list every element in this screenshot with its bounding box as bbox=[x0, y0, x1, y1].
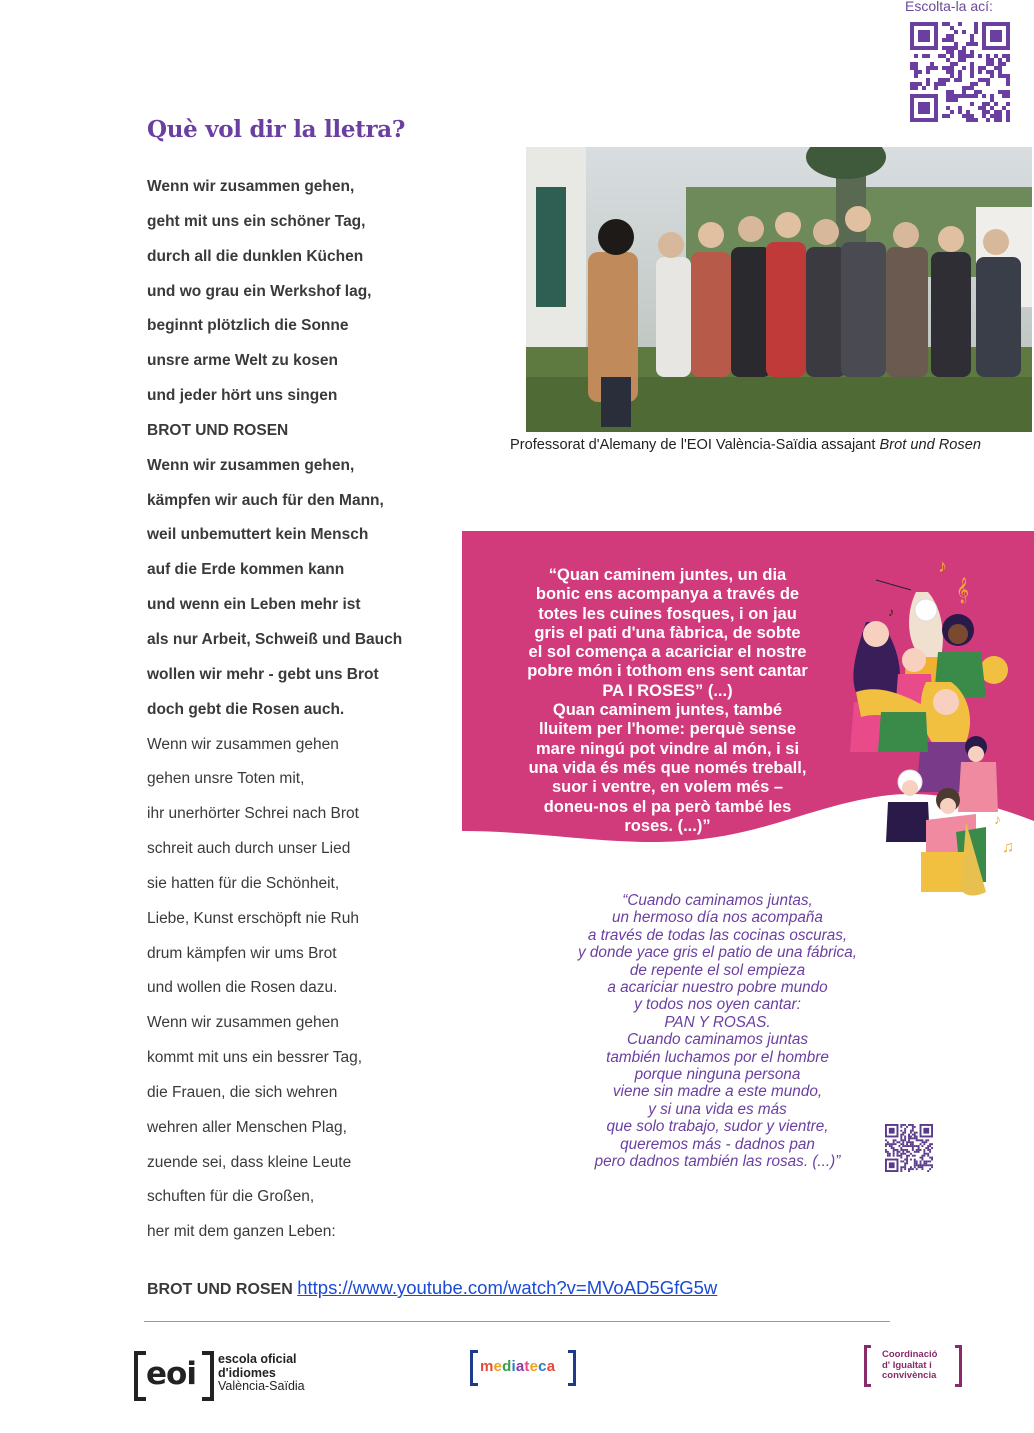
youtube-link[interactable]: https://www.youtube.com/watch?v=MVoAD5GfG5w bbox=[297, 1277, 718, 1298]
caption-italic: Brot und Rosen bbox=[879, 437, 981, 453]
coordinacio-logo bbox=[864, 1345, 964, 1387]
quote-line: el sol comença a acariciar el nostre bbox=[528, 643, 807, 662]
lyric-line: auf die Erde kommen kann bbox=[147, 561, 345, 579]
lyric-line: BROT UND ROSEN bbox=[147, 421, 289, 439]
eoi-logo bbox=[134, 1349, 334, 1405]
lyric-line: Wenn wir zusammen gehen bbox=[147, 1014, 339, 1032]
svg-text:𝄞: 𝄞 bbox=[956, 577, 970, 602]
lyric-line: die Frauen, die sich wehren bbox=[147, 1083, 338, 1101]
lyric-line: durch all die dunklen Küchen bbox=[147, 247, 364, 265]
coordinacio-line-2: d' Igualtat i bbox=[882, 1359, 932, 1371]
lyric-line: wehren aller Menschen Plag, bbox=[147, 1118, 347, 1136]
singing-women-illustration bbox=[826, 552, 1034, 902]
lyric-line: und wo grau ein Werkshof lag, bbox=[147, 282, 372, 300]
choir-photo bbox=[526, 147, 1032, 432]
lyric-line: sie hatten für die Schönheit, bbox=[147, 874, 340, 892]
lyric-line: Wenn wir zusammen gehen, bbox=[147, 456, 355, 474]
mediateca-logo bbox=[470, 1350, 578, 1388]
quote-line: totes les cuines fosques, i on jau bbox=[538, 604, 797, 623]
quote-line: bonic ens acompanya a través de bbox=[535, 585, 800, 604]
lyric-line: Liebe, Kunst erschöpft nie Ruh bbox=[147, 909, 359, 927]
catalan-quote bbox=[505, 566, 830, 836]
quote-line: doneu-nos el pa però també les bbox=[543, 797, 792, 816]
lyric-line: ihr unerhörter Schrei nach Brot bbox=[147, 805, 359, 823]
quote-line: lluitem per l'home: perquè sense bbox=[539, 720, 796, 739]
coordinacio-bracket-left bbox=[864, 1345, 871, 1387]
quote-line: “Cuando caminamos juntas, bbox=[622, 892, 813, 909]
svg-text:♫: ♫ bbox=[1002, 839, 1014, 856]
coordinacio-text bbox=[882, 1350, 937, 1382]
lyric-line: schuften für die Großen, bbox=[147, 1188, 315, 1206]
svg-text:♪: ♪ bbox=[994, 811, 1001, 827]
quote-line: pero dadnos también las rosas. (...)” bbox=[594, 1153, 841, 1171]
quote-line: gris el pati d'una fàbrica, de sobte bbox=[534, 623, 801, 642]
svg-text:♪: ♪ bbox=[888, 605, 894, 619]
lyric-line: und wenn ein Leben mehr ist bbox=[147, 596, 361, 614]
quote-line: un hermoso día nos acompaña bbox=[612, 909, 823, 927]
quote-line: PAN Y ROSAS. bbox=[664, 1013, 771, 1031]
photo-caption bbox=[510, 437, 1034, 453]
coordinacio-line-3: convivència bbox=[882, 1370, 937, 1381]
quote-line: viene sin madre a este mundo, bbox=[612, 1083, 823, 1101]
quote-line: roses. (...)” bbox=[624, 816, 711, 835]
lyrics-block bbox=[147, 170, 447, 1250]
lyric-line: und jeder hört uns singen bbox=[147, 387, 338, 405]
lyric-line: doch gebt die Rosen auch. bbox=[147, 700, 345, 718]
coordinacio-bracket-right bbox=[955, 1345, 962, 1387]
qr-label: Escolta-la ací: bbox=[905, 0, 993, 14]
lyric-line: unsre arme Welt zu kosen bbox=[147, 352, 338, 370]
qr-code-icon-small[interactable] bbox=[885, 1124, 933, 1172]
lyric-line: her mit dem ganzen Leben: bbox=[147, 1223, 336, 1241]
lyric-line: Wenn wir zusammen gehen bbox=[147, 735, 339, 753]
quote-line: de repente el sol empieza bbox=[629, 961, 806, 979]
lyric-line: kommt mit uns ein bessrer Tag, bbox=[147, 1049, 363, 1067]
lyric-line: gehen unsre Toten mit, bbox=[147, 770, 305, 788]
lyric-line: zuende sei, dass kleine Leute bbox=[147, 1153, 352, 1171]
quote-line: Cuando caminamos juntas bbox=[626, 1031, 809, 1049]
lyric-line: kämpfen wir auch für den Mann, bbox=[147, 491, 384, 509]
lyric-line: beginnt plötzlich die Sonne bbox=[147, 317, 349, 335]
eoi-line-1: escola oficial bbox=[218, 1352, 297, 1366]
spanish-quote bbox=[530, 892, 905, 1171]
eoi-bracket-right bbox=[202, 1351, 214, 1401]
quote-line: también luchamos por el hombre bbox=[606, 1048, 829, 1066]
page-title: Què vol dir la lletra? bbox=[147, 116, 406, 143]
quote-line: “Quan caminem juntes, un dia bbox=[548, 566, 787, 584]
mediateca-bracket-left bbox=[470, 1350, 478, 1386]
quote-line: pobre món i tothom ens sent cantar bbox=[527, 662, 808, 681]
lyric-line: weil unbemuttert kein Mensch bbox=[147, 526, 369, 544]
lyric-line: als nur Arbeit, Schweiß und Bauch bbox=[147, 630, 403, 648]
quote-line: que solo trabajo, sudor y vientre, bbox=[606, 1118, 829, 1136]
quote-line: porque ninguna persona bbox=[634, 1066, 801, 1084]
lyric-line: schreit auch durch unser Lied bbox=[147, 840, 351, 858]
lyric-line: wollen wir mehr - gebt uns Brot bbox=[147, 665, 379, 683]
mediateca-text: mediateca bbox=[480, 1358, 556, 1375]
quote-line: y donde yace gris el patio de una fábrica, bbox=[578, 944, 857, 962]
quote-line: mare ningú pot vindre al món, i si bbox=[535, 739, 800, 758]
quote-line: Quan caminem juntes, també bbox=[552, 701, 783, 720]
lyric-line: drum kämpfen wir ums Brot bbox=[147, 944, 337, 962]
quote-line: queremos más - dadnos pan bbox=[620, 1135, 815, 1153]
quote-line: a acariciar nuestro pobre mundo bbox=[607, 979, 828, 997]
choir-photo-image bbox=[526, 147, 1032, 432]
eoi-line-2: d'idiomes bbox=[218, 1365, 276, 1380]
quote-line: a través de todas las cocinas oscuras, bbox=[587, 926, 848, 944]
quote-line: y todos nos oyen cantar: bbox=[634, 996, 801, 1014]
quote-line: y si una vida es más bbox=[648, 1100, 787, 1118]
footer-link-label: BROT UND ROSEN bbox=[147, 1281, 293, 1298]
footer-link-row bbox=[147, 1277, 717, 1299]
footer-divider bbox=[144, 1321, 890, 1322]
lyric-line: geht mit uns ein schöner Tag, bbox=[147, 212, 366, 230]
lyric-line: Wenn wir zusammen gehen, bbox=[147, 178, 355, 195]
eoi-mark: eoi bbox=[146, 1356, 196, 1392]
coordinacio-line-1: Coordinació bbox=[882, 1349, 938, 1360]
quote-line: PA I ROSES” (...) bbox=[602, 681, 733, 700]
eoi-line-3: València-Saïdia bbox=[218, 1379, 305, 1393]
quote-line: suor i ventre, en volem més – bbox=[551, 778, 784, 797]
caption-text: Professorat d'Alemany de l'EOI València-Saïdia assajant bbox=[510, 437, 880, 453]
lyric-line: und wollen die Rosen dazu. bbox=[147, 979, 338, 997]
mediateca-bracket-right bbox=[568, 1350, 576, 1386]
eoi-logo-text bbox=[218, 1353, 305, 1394]
music-note-icon: ♪ bbox=[938, 556, 947, 576]
qr-code-icon[interactable] bbox=[910, 22, 1010, 122]
eoi-bracket-left bbox=[134, 1351, 146, 1401]
quote-line: una vida és més que només treball, bbox=[528, 758, 807, 777]
